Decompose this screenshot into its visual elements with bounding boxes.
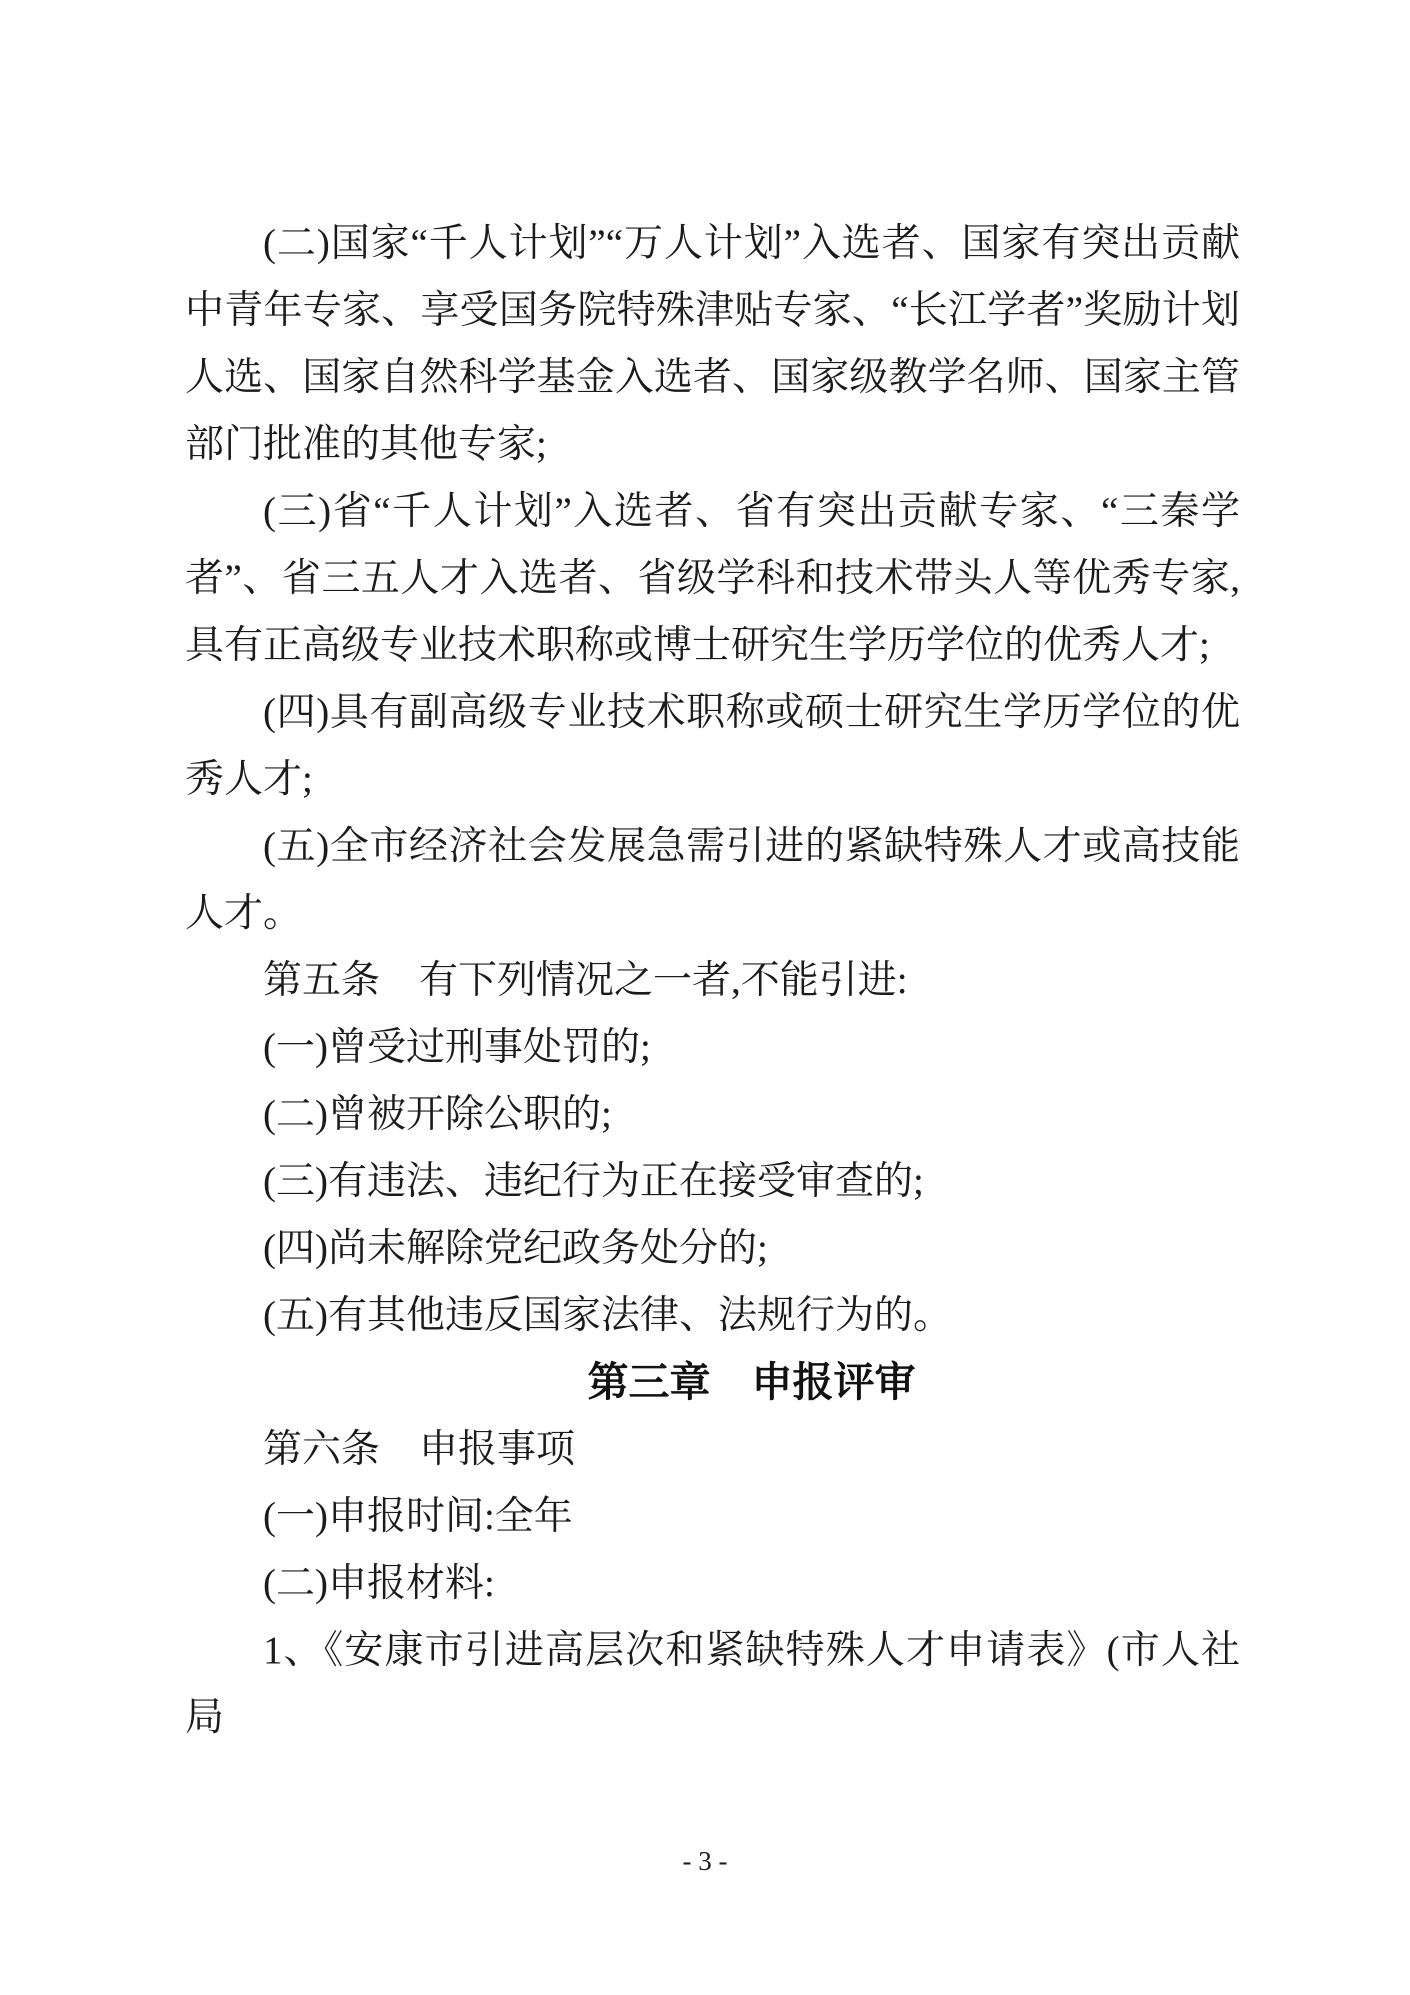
clause-5-intro: 第五条 有下列情况之一者,不能引进:	[263, 959, 908, 1002]
clause-5-item-3: (三)有违法、违纪行为正在接受审查的;	[263, 1160, 924, 1203]
clause-6-item-2-materials: (二)申报材料:	[263, 1562, 495, 1605]
eligibility-item-3-provincial-experts: (三)省“千人计划”入选者、省有突出贡献专家、“三秦学者”、省三五人才入选者、省级学科和技术带头人等优秀专家,具有正高级专业技术职称或博士研究生学历学位的优秀人才;	[185, 490, 1240, 667]
eligibility-item-5-urgent-talents: (五)全市经济社会发展急需引进的紧缺特殊人才或高技能人才。	[185, 825, 1240, 935]
clause-5-item-2: (二)曾被开除公职的;	[263, 1093, 612, 1136]
eligibility-item-2-national-experts: (二)国家“千人计划”“万人计划”入选者、国家有突出贡献中青年专家、享受国务院特殊津贴专家、“长江学者”奖励计划人选、国家自然科学基金入选者、国家级教学名师、国家主管部门批准的其他专家;	[185, 222, 1240, 466]
clause-6-item-1-time: (一)申报时间:全年	[263, 1495, 573, 1538]
eligibility-item-4-deputy-senior: (四)具有副高级专业技术职称或硕士研究生学历学位的优秀人才;	[185, 691, 1240, 801]
clause-5-item-1: (一)曾受过刑事处罚的;	[263, 1026, 651, 1069]
material-list-item-1: 1、《安康市引进高层次和紧缺特殊人才申请表》(市人社局	[185, 1629, 1240, 1739]
clause-5-item-4: (四)尚未解除党纪政务处分的;	[263, 1227, 768, 1270]
document-body	[185, 210, 1240, 1751]
chapter-3-heading: 第三章 申报评审	[587, 1359, 916, 1405]
clause-5-item-5: (五)有其他违反国家法律、法规行为的。	[263, 1294, 952, 1337]
clause-6-intro: 第六条 申报事项	[263, 1428, 576, 1471]
page-number: - 3 -	[682, 1846, 728, 1876]
